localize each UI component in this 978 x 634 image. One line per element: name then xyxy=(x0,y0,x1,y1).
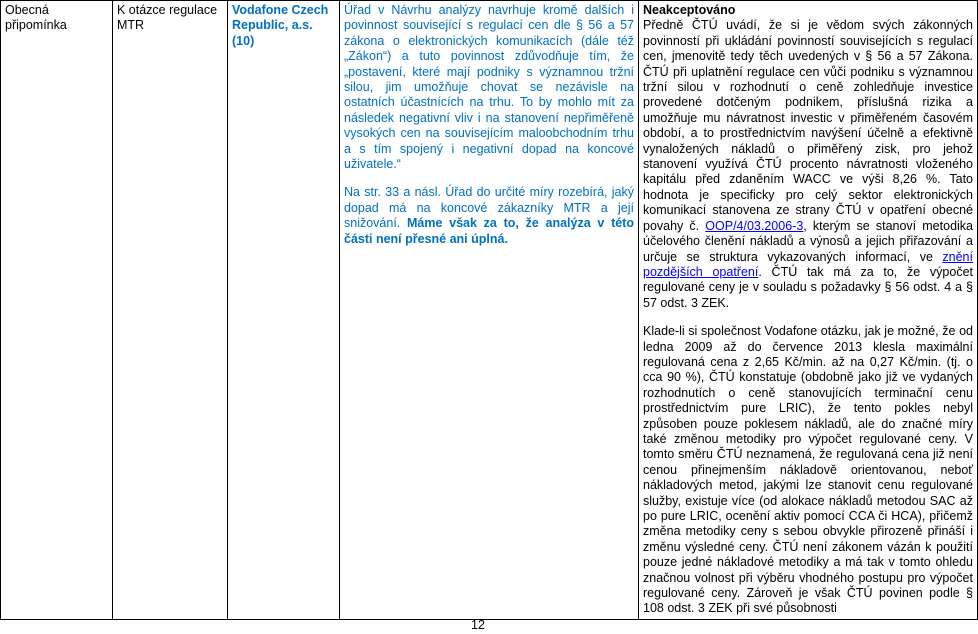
topic-cell xyxy=(113,1,228,620)
comment-paragraph-text: Na str. 33 a násl. Úřad do určité míry rozebírá, jaký dopad má na koncové zákazníky MTR a její snižování. xyxy=(344,185,634,231)
response-text: Klade-li si společnost Vodafone otázku, jak je možné, že od ledna 2009 až do července 2013 klesla maximální regulovaná cena z 2,65 Kč/min. až na 0,27 Kč/min. (tj. o cca 90 %), ČTÚ konstatuje (obdobně jako již ve vydaných rozhodnutích o ceně stanovujících terminační cenu prostřednictvím pure LRIC), že tento pokles nebyl způsoben pouze poklesem nákladů, ale do značné míry také změnou metodiky pro výpočet regulované ceny. V tomto směru ČTÚ neznamená, že regulovaná cena již není cenou přinejmenším nákladově orientovanou, neboť nákladových metod, jakými lze stanovit cenu regulované služby, existuje více (od alokace nákladů metodou SAC až po pure LRIC, ocenění aktiv pomocí CCA či HCA), přičemž změna metodiky ceny s sebou obvykle přirozeně přináší i změnu výsledné ceny. ČTÚ není zákonem vázán k použití pouze jedné nákladové metodiky a má tak v tomto ohledu značnou volnost při výběru vhodného postupu pro výpočet regulované ceny. Zároveň je však ČTÚ povinen podle § 108 odst. 3 ZEK při své působnosti xyxy=(643,324,973,616)
comment-paragraph xyxy=(344,3,634,172)
submitter-name: Vodafone Czech Republic, a.s. xyxy=(232,3,329,33)
comment-text-cell xyxy=(340,1,639,620)
response-status: Neakceptováno xyxy=(643,3,736,17)
response-cell xyxy=(639,1,978,620)
submitter-id: (10) xyxy=(232,33,255,48)
comment-type-cell xyxy=(1,1,113,620)
response-paragraph xyxy=(643,18,973,311)
comment-paragraph xyxy=(344,185,634,247)
oop-link[interactable]: OOP/4/03.2006-3 xyxy=(705,218,804,233)
response-text: Předně ČTÚ uvádí, že si je vědom svých zákonných povinností při ukládání povinností souvisejících s regulací cen, jmenovitě tedy těch uvedených v § 56 a 57 Zákona. ČTÚ při uplatnění regulace cen vůči podniku s významnou tržní silou v rozhodnutí o ceně zohledňuje investice provedené dotčeným podnikem, příslušná rizika a umožňuje mu návratnost investic v přiměřeném časovém období, a to prostřednictvím navýšení účelně a efektivně vynaložených nákladů o přiměřený zisk, pro jehož stanovení využívá ČTÚ procento návratnosti vloženého kapitálu před zdaněním WACC ve výši 8,26 %. Tato hodnota je specificky pro celý sektor elektronických komunikací stanovena ze strany ČTÚ v opatření obecné povahy č. xyxy=(643,18,973,233)
amendments-link[interactable]: znění pozdějších opatření xyxy=(643,249,973,279)
page-number: 12 xyxy=(471,618,485,632)
comment-paragraph-emphasis: Máme však za to, že analýza v této části není přesné ani úplná. xyxy=(344,216,634,246)
comment-paragraph-text: Úřad v Návrhu analýzy navrhuje kromě dalších i povinnost související s regulací cen dle § 56 a 57 zákona o elektronických komunikacích (dále též „Zákon“) a tuto povinnost zdůvodňuje tím, že „postavení, které mají podniky s významnou tržní silou, jim umožňuje chovat se nezávisle na ostatních účastnících na trhu. To by mohlo mít za následek negativní vliv i na stanovení nepřiměřeně vysokých cen na souvisejícím maloobchodním trhu a s tím spojený i negativní dopad na koncové uživatele.“ xyxy=(344,3,634,172)
comment-type: Obecná připomínka xyxy=(5,3,67,33)
submitter-cell xyxy=(228,1,340,620)
response-paragraph xyxy=(643,324,973,617)
response-text: , kterým se stanoví metodika účelového členění nákladů a výnosů a jejich přiřazování a určuje se struktura vykazovaných informací, ve xyxy=(643,218,973,264)
topic: K otázce regulace MTR xyxy=(117,3,218,33)
table-row xyxy=(1,1,978,620)
response-text: . ČTÚ tak má za to, že výpočet regulované ceny je v souladu s požadavky § 56 odst. 4 a § 57 odst. 3 ZEK. xyxy=(643,264,973,310)
